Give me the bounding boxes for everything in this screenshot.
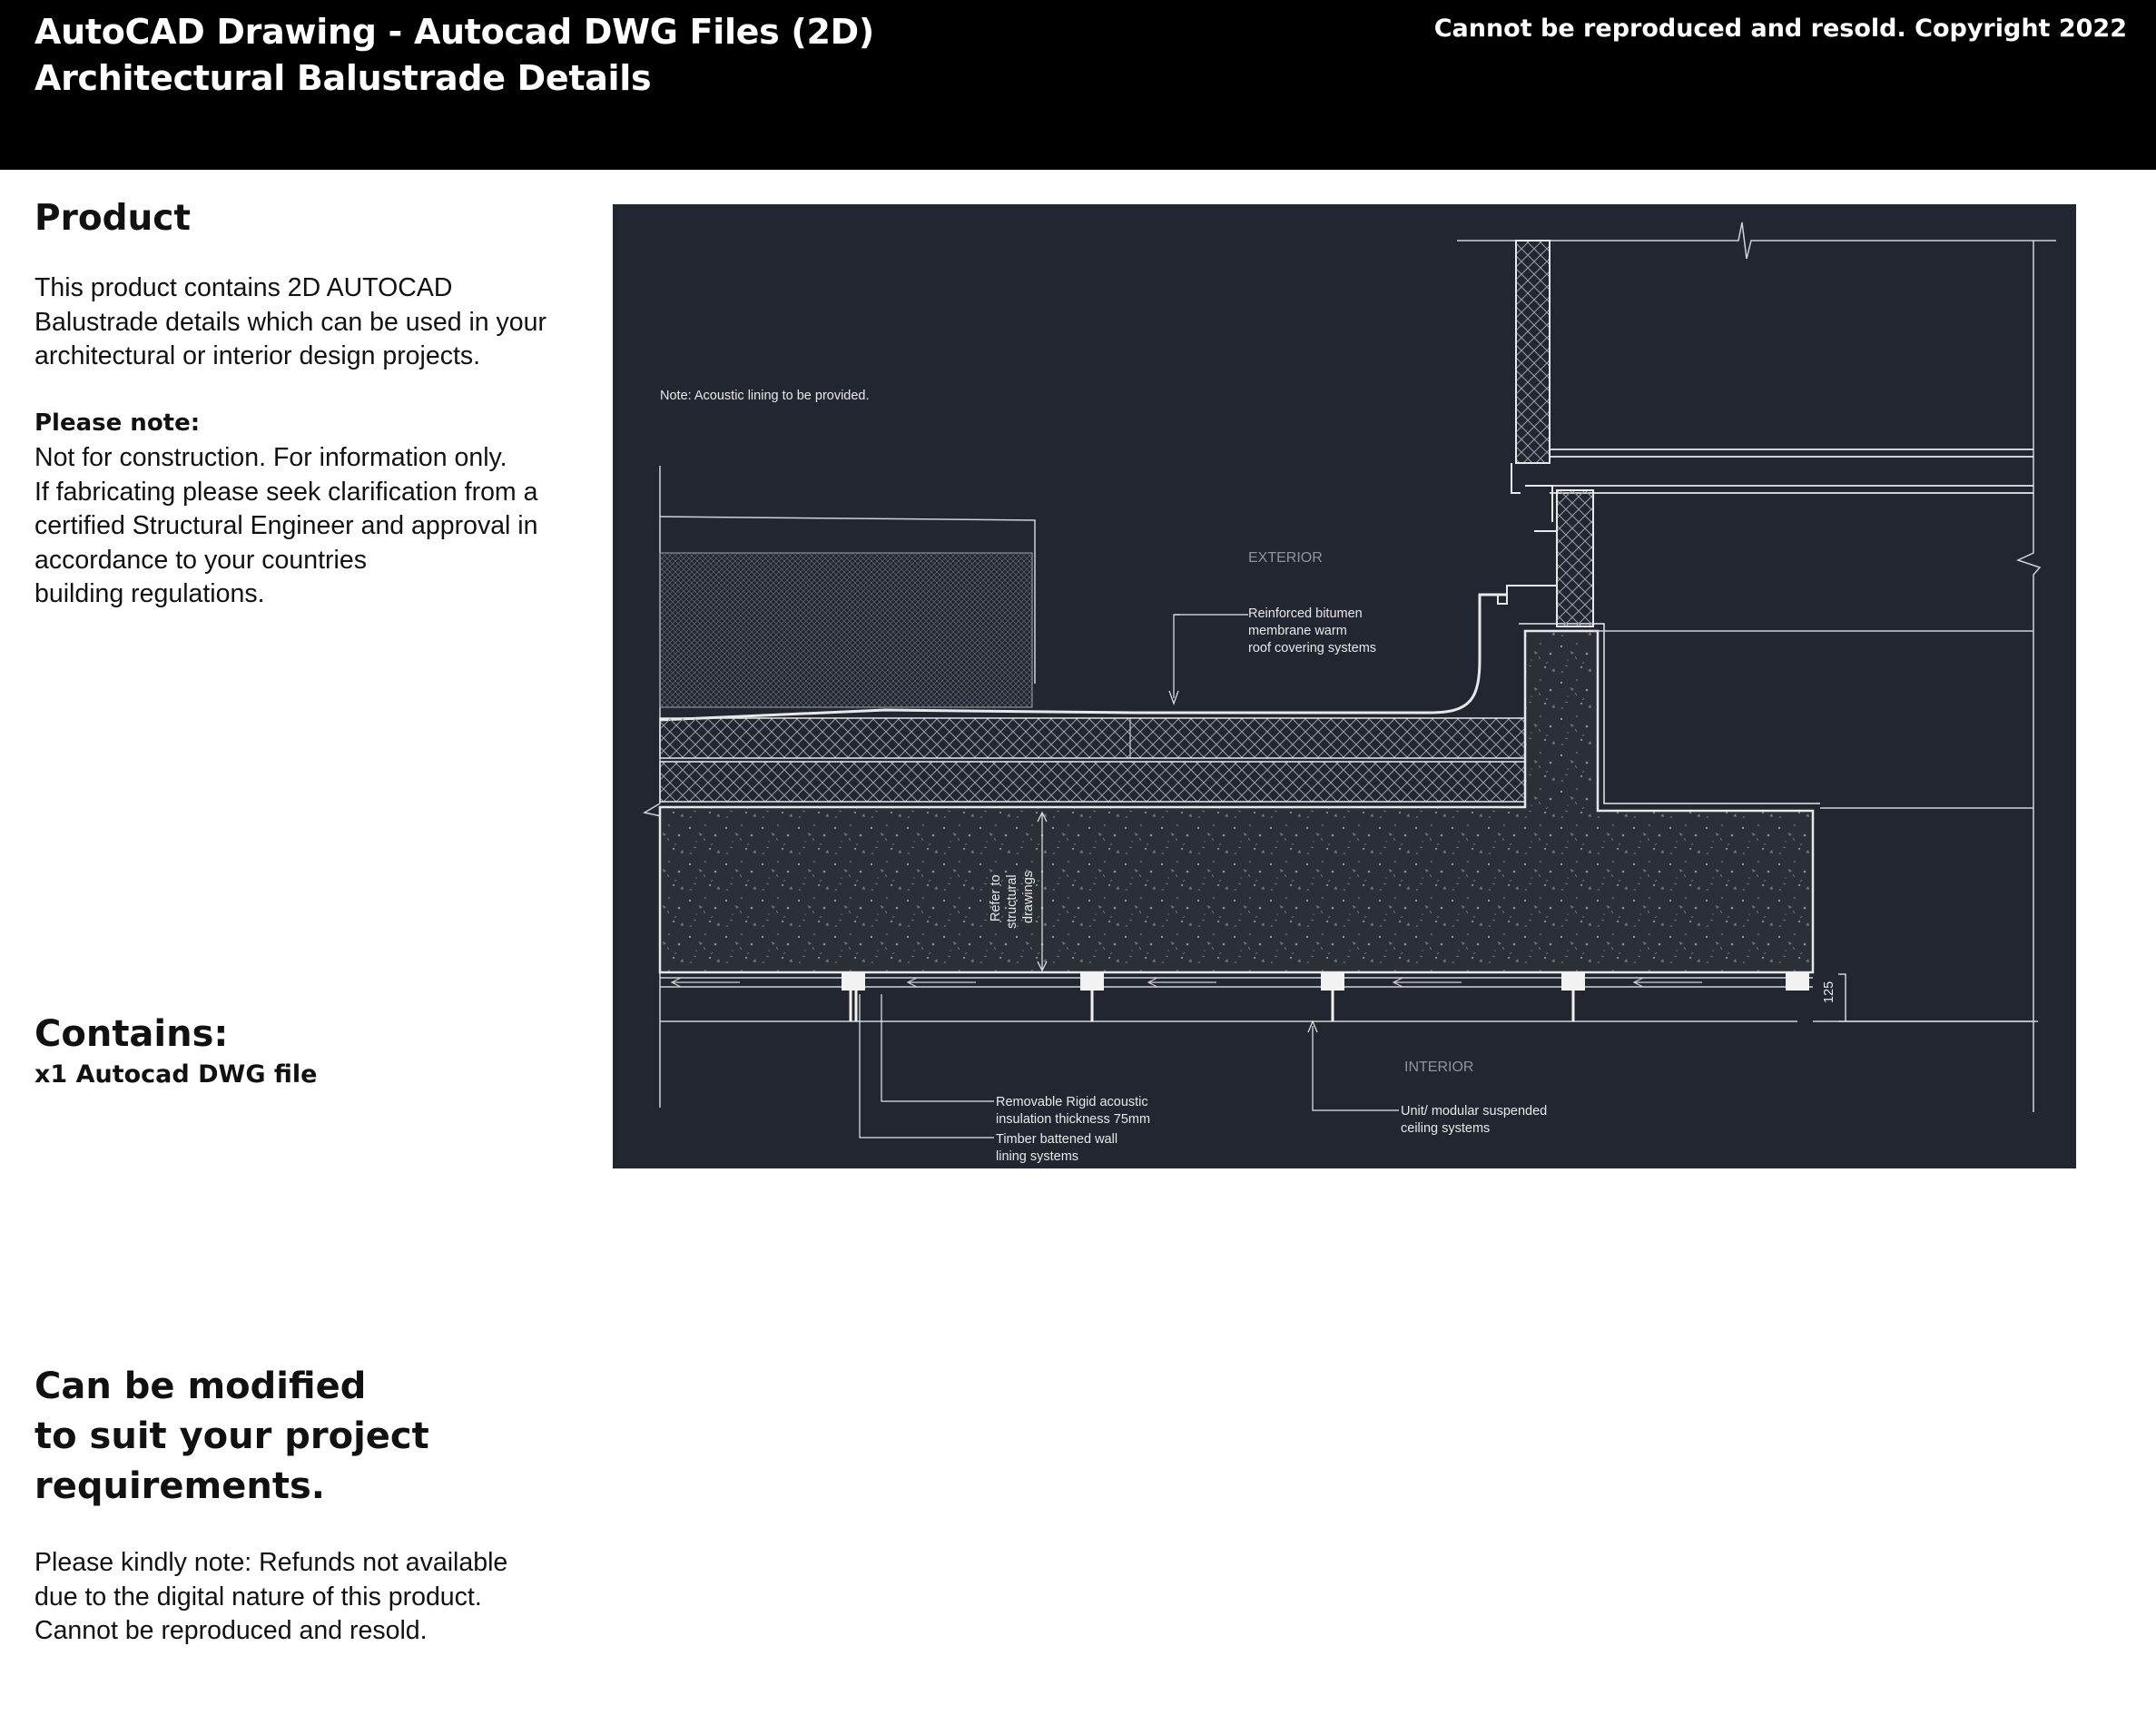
- product-heading: Product: [34, 198, 192, 239]
- dimension-125: 125: [1822, 981, 1836, 1003]
- cad-drawing: [613, 204, 2076, 1168]
- product-description: This product contains 2D AUTOCAD Balustrade details which can be used in your architectural or interior design projects.: [34, 273, 547, 370]
- title-line-1: AutoCAD Drawing - Autocad DWG Files (2D): [34, 12, 874, 52]
- header-bar: [0, 0, 2156, 170]
- structural-label-3: drawings: [1021, 870, 1036, 923]
- insulation-layer-lower: [660, 762, 1568, 802]
- acoustic-note: Note: Acoustic lining to be provided.: [660, 389, 870, 403]
- ceiling-label-1: Unit/ modular suspended: [1401, 1104, 1548, 1119]
- exterior-label: EXTERIOR: [1248, 550, 1323, 566]
- document-title: [34, 9, 874, 102]
- right-gridline: [2018, 241, 2040, 1112]
- please-note-label: Please note:: [34, 409, 201, 437]
- insulation-label-1: Removable Rigid acoustic: [996, 1095, 1148, 1109]
- copyright-notice: Cannot be reproduced and resold. Copyright 2022: [1433, 15, 2127, 43]
- contains-item: x1 Autocad DWG file: [34, 1060, 318, 1089]
- insulation-label-2: insulation thickness 75mm: [996, 1112, 1151, 1127]
- refund-notice: Please kindly note: Refunds not available due to the digital nature of this product. Cannot be reproduced and resold.: [34, 1548, 508, 1645]
- structural-label-2: structural: [1005, 874, 1019, 929]
- modify-heading-line-3: requirements.: [34, 1465, 325, 1507]
- structural-label-1: Refer to: [989, 874, 1003, 922]
- membrane-label-3: roof covering systems: [1248, 641, 1377, 656]
- membrane-label-1: Reinforced bitumen: [1248, 606, 1363, 621]
- membrane-label-2: membrane warm: [1248, 624, 1347, 638]
- ceiling-hangers: [842, 972, 1809, 991]
- title-line-2: Architectural Balustrade Details: [34, 58, 652, 98]
- modify-heading-line-1: Can be modified: [34, 1365, 367, 1407]
- insulation-layer-upper: [660, 718, 1568, 758]
- ceiling-label-2: ceiling systems: [1401, 1121, 1491, 1136]
- modify-heading: [34, 1362, 429, 1512]
- timber-label-2: lining systems: [996, 1149, 1079, 1164]
- timber-label-1: Timber battened wall: [996, 1132, 1118, 1147]
- parapet-wall: [1516, 241, 1550, 463]
- planter-hatch: [660, 553, 1032, 707]
- contains-heading: Contains:: [34, 1013, 229, 1055]
- direction-arrows: [672, 978, 1702, 987]
- please-note-text: Not for construction. For information only. If fabricating please seek clarification from a certified Structural Engineer and approval in accordance to your countries building regulations.: [34, 443, 538, 608]
- interior-label: INTERIOR: [1404, 1060, 1474, 1075]
- ceiling-grid: [660, 978, 1813, 1021]
- modify-heading-line-2: to suit your project: [34, 1415, 429, 1457]
